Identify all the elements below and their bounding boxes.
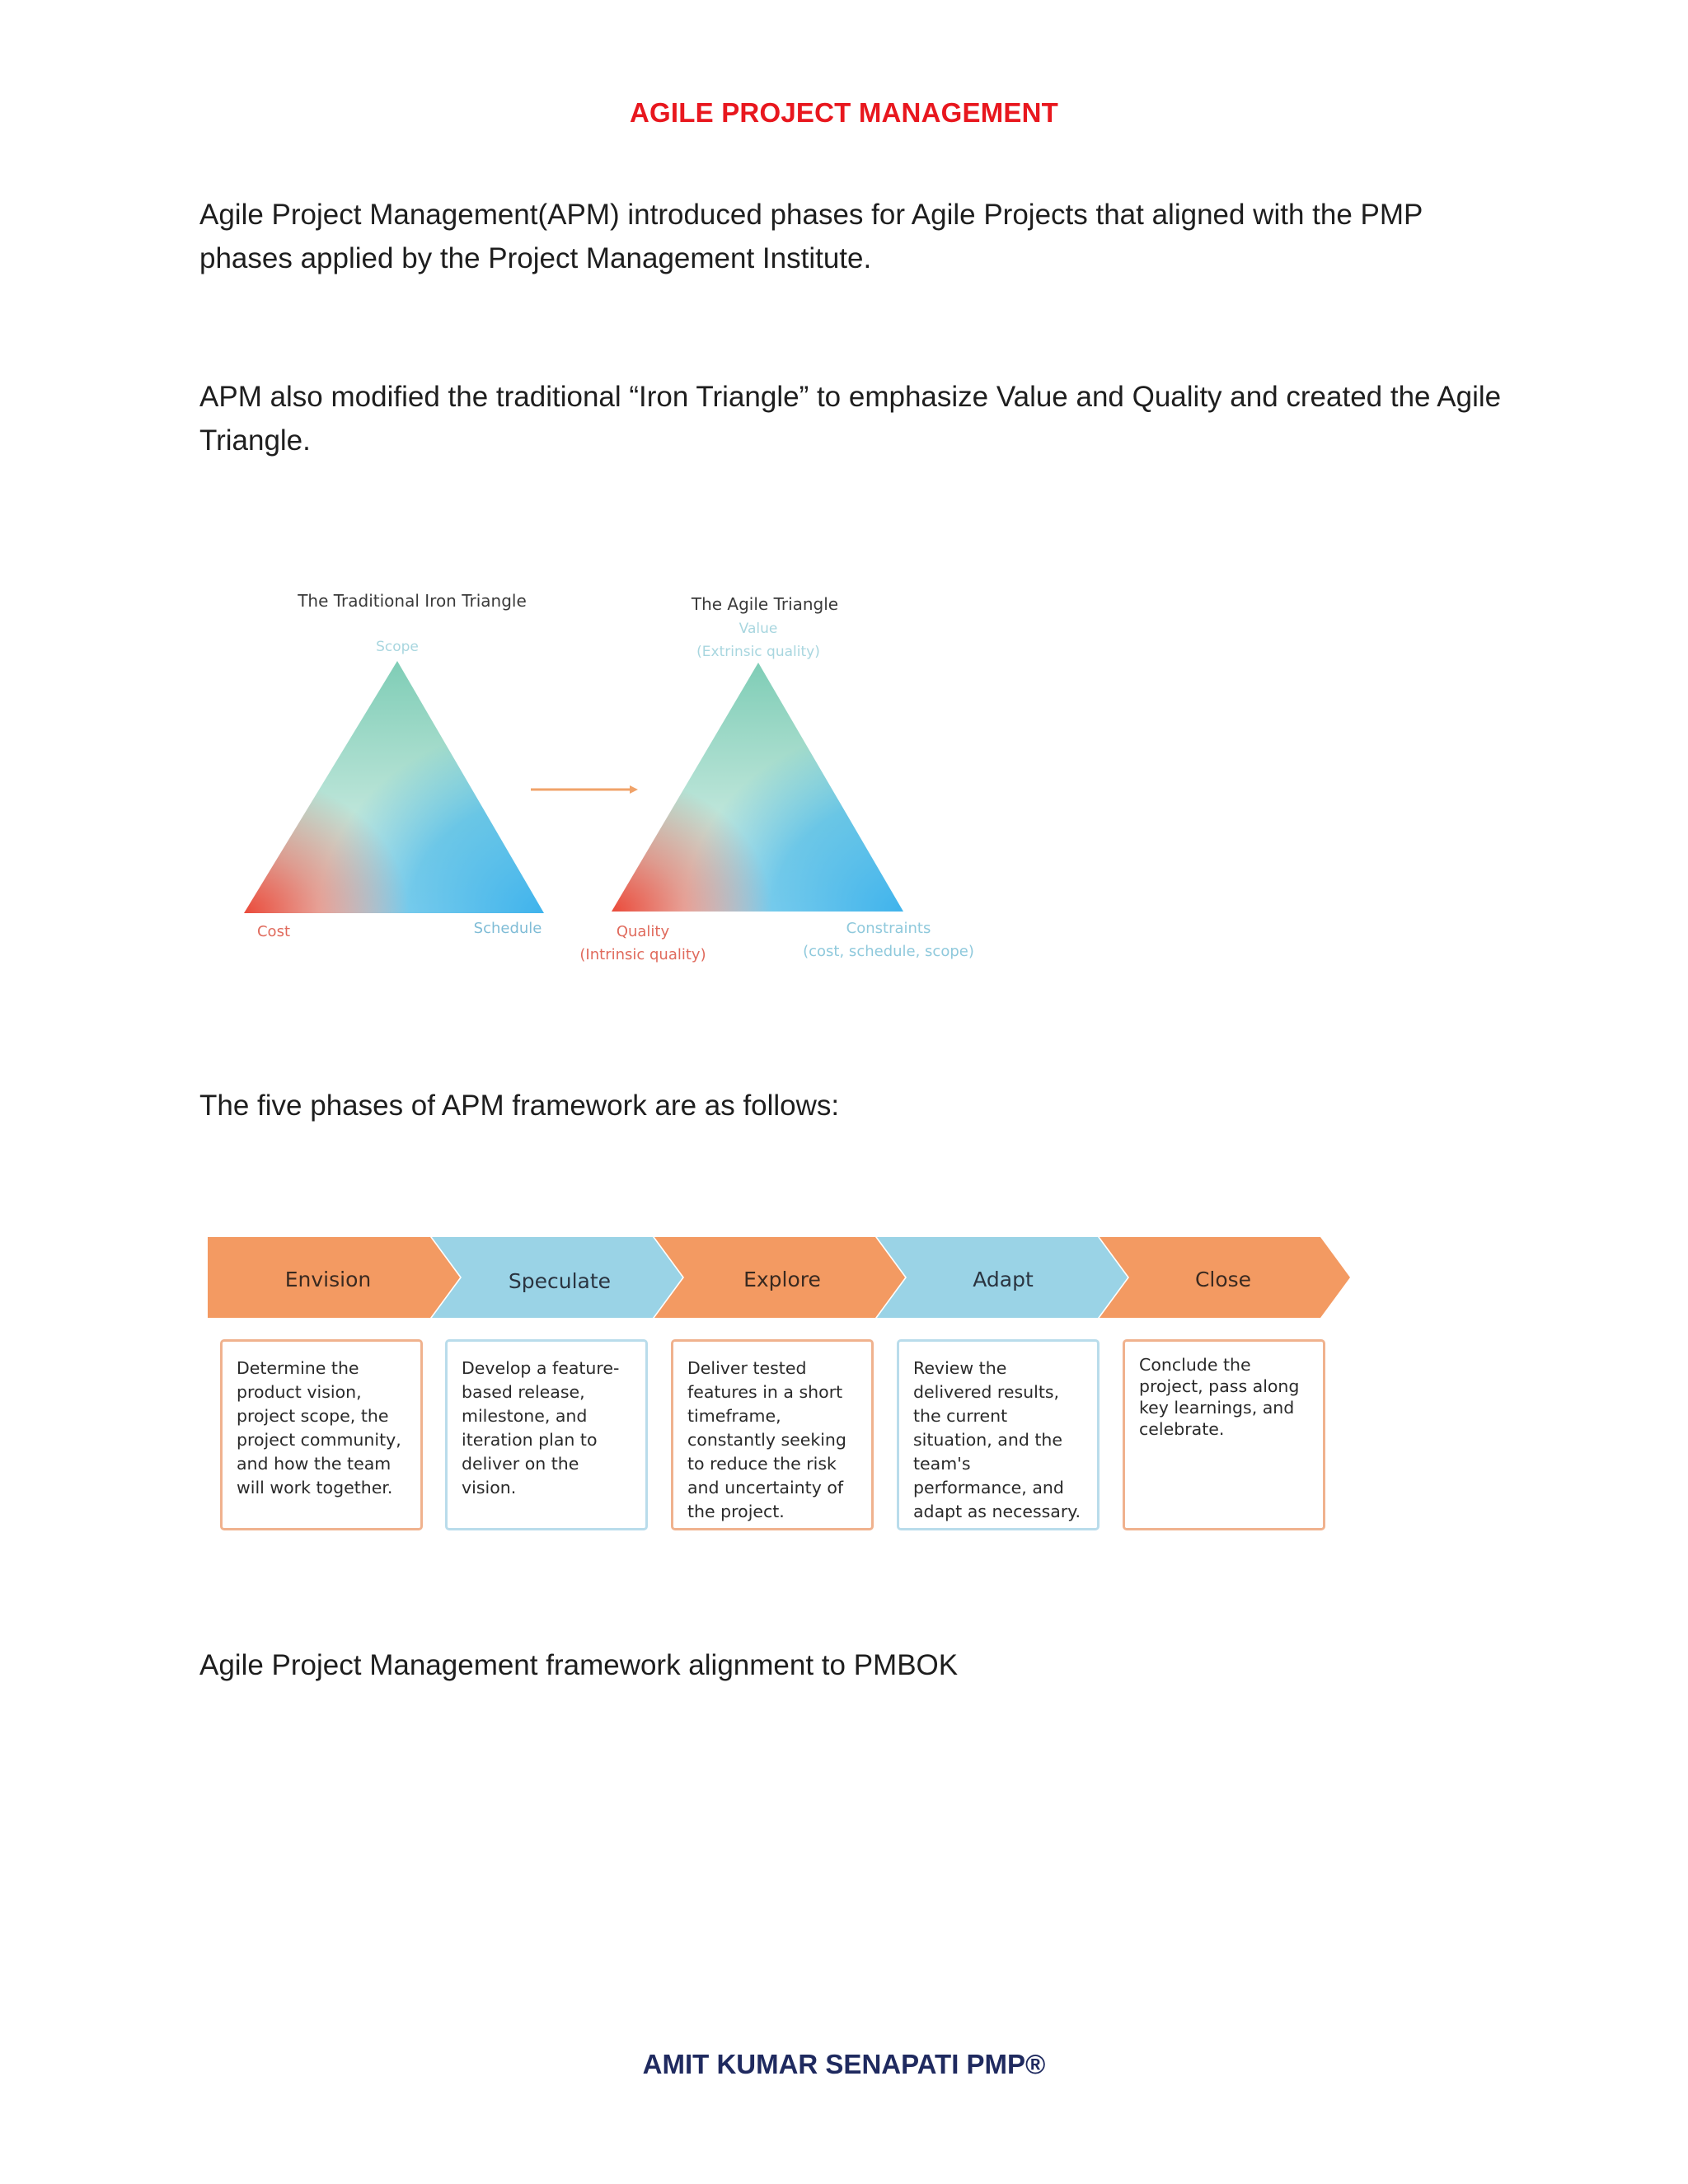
phase-explore-label: Explore: [743, 1268, 821, 1291]
phase-close-description: Conclude the project, pass along key learnings, and celebrate.: [1123, 1339, 1325, 1530]
phase-explore-chevron: [654, 1237, 905, 1318]
transition-arrow: [531, 785, 638, 794]
phase-speculate-chevron: [432, 1237, 682, 1318]
triangle-figure-svg: [231, 577, 1006, 981]
agile-triangle-shape: [612, 663, 903, 912]
iron-schedule-label: Schedule: [473, 920, 542, 937]
iron-triangle-title: The Traditional Iron Triangle: [298, 591, 527, 611]
agile-quality-label: Quality: [616, 923, 670, 940]
phase-adapt-label: Adapt: [973, 1268, 1034, 1291]
phase-envision-chevron: [208, 1237, 460, 1318]
phase-adapt-chevron: [877, 1237, 1128, 1318]
page-title: AGILE PROJECT MANAGEMENT: [630, 97, 1058, 128]
agile-constraints-sublabel: (cost, schedule, scope): [803, 943, 974, 960]
iron-triangle-shape: [244, 661, 544, 913]
agile-value-label: Value: [738, 621, 778, 637]
iron-cost-label: Cost: [256, 923, 291, 940]
author-footer: AMIT KUMAR SENAPATI PMP®: [642, 2049, 1046, 2079]
phase-envision-label: Envision: [284, 1268, 372, 1291]
phase-speculate-description: Develop a feature-based release, milestone, and iteration plan to deliver on the vision.: [445, 1339, 648, 1530]
phase-envision-description: Determine the product vision, project scope, the project community, and how the team will work together.: [220, 1339, 423, 1530]
triangle-paragraph: APM also modified the traditional “Iron Triangle” to emphasize Value and Quality and created the Agile Triangle.: [199, 381, 1502, 457]
phase-explore-description: Deliver tested features in a short timeframe, constantly seeking to reduce the risk and uncertainty of the project.: [671, 1339, 874, 1530]
phase-speculate-label: Speculate: [508, 1269, 612, 1293]
phases-chevrons: [208, 1232, 1353, 1323]
phase-adapt-description: Review the delivered results, the current situation, and the team's performance, and adapt as necessary.: [897, 1339, 1100, 1530]
phase-close-chevron: [1100, 1237, 1350, 1318]
triangle-comparison-figure: [231, 577, 1006, 981]
agile-triangle-title: The Agile Triangle: [691, 594, 839, 614]
intro-paragraph: Agile Project Management(APM) introduced phases for Agile Projects that aligned with the PMP phases applied by the Project Management Institute.: [199, 199, 1423, 274]
agile-constraints-label: Constraints: [846, 920, 931, 937]
pmbok-alignment-paragraph: Agile Project Management framework alignment to PMBOK: [199, 1649, 959, 1681]
agile-quality-sublabel: (Intrinsic quality): [579, 946, 706, 963]
phase-close-label: Close: [1194, 1268, 1252, 1291]
agile-value-sublabel: (Extrinsic quality): [696, 644, 820, 660]
apm-phases-diagram: [208, 1232, 1353, 1545]
phases-intro-paragraph: The five phases of APM framework are as follows:: [199, 1090, 840, 1122]
iron-scope-label: Scope: [376, 639, 419, 655]
